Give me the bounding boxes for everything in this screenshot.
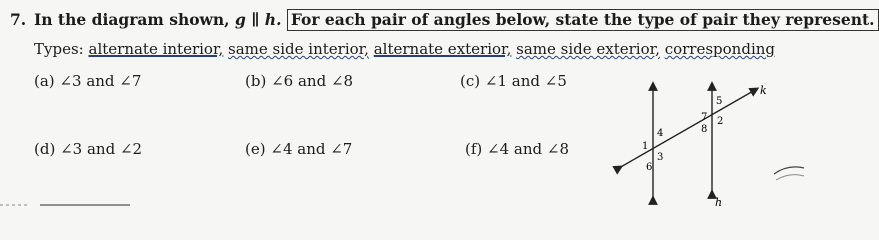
part-c xyxy=(460,72,567,90)
angle-label-1: 1 xyxy=(642,141,649,152)
angle-label-2: 2 xyxy=(717,116,724,127)
types-label: Types: xyxy=(34,40,84,58)
type-alternate-interior: alternate interior, xyxy=(88,40,224,58)
part-c-label: (c) xyxy=(460,72,481,90)
question-instruction: For each pair of angles below, state the type of pair they represent. xyxy=(287,9,879,31)
part-b-label: (b) xyxy=(245,72,267,90)
part-b-text: ∠6 and ∠8 xyxy=(271,72,354,90)
type-same-side-exterior: same side exterior, xyxy=(516,40,660,58)
type-same-side-interior: same side interior, xyxy=(228,40,369,58)
part-b xyxy=(245,72,353,90)
question-intro: In the diagram shown, xyxy=(34,10,230,29)
angle-label-7: 7 xyxy=(701,112,708,123)
type-corresponding: corresponding xyxy=(664,40,776,58)
question-text xyxy=(34,10,879,29)
part-e-label: (e) xyxy=(245,140,266,158)
transversal-k xyxy=(619,90,755,168)
part-f-label: (f) xyxy=(465,140,483,158)
part-d xyxy=(34,140,142,158)
part-d-label: (d) xyxy=(34,140,56,158)
part-f-text: ∠4 and ∠8 xyxy=(487,140,570,158)
part-a-text: ∠3 and ∠7 xyxy=(59,72,142,90)
part-d-text: ∠3 and ∠2 xyxy=(60,140,143,158)
type-alternate-exterior: alternate exterior, xyxy=(373,40,512,58)
line-label-k: k xyxy=(760,84,767,97)
part-a-label: (a) xyxy=(34,72,55,90)
part-c-text: ∠1 and ∠5 xyxy=(484,72,567,90)
part-f xyxy=(465,140,569,158)
angle-label-8: 8 xyxy=(701,124,708,135)
line-label-h: h xyxy=(715,196,723,209)
part-e-text: ∠4 and ∠7 xyxy=(270,140,353,158)
paper-edge-decoration xyxy=(0,197,805,207)
angle-label-6: 6 xyxy=(646,162,653,173)
angle-label-3: 3 xyxy=(657,152,664,163)
question-number: 7. xyxy=(10,10,27,29)
parallel-statement: g ∥ h. xyxy=(234,10,282,29)
angle-label-4: 4 xyxy=(657,128,664,139)
part-a xyxy=(34,72,141,90)
part-e xyxy=(245,140,352,158)
types-line xyxy=(34,40,775,58)
parallel-lines-diagram xyxy=(615,84,775,207)
angle-label-5: 5 xyxy=(716,96,723,107)
